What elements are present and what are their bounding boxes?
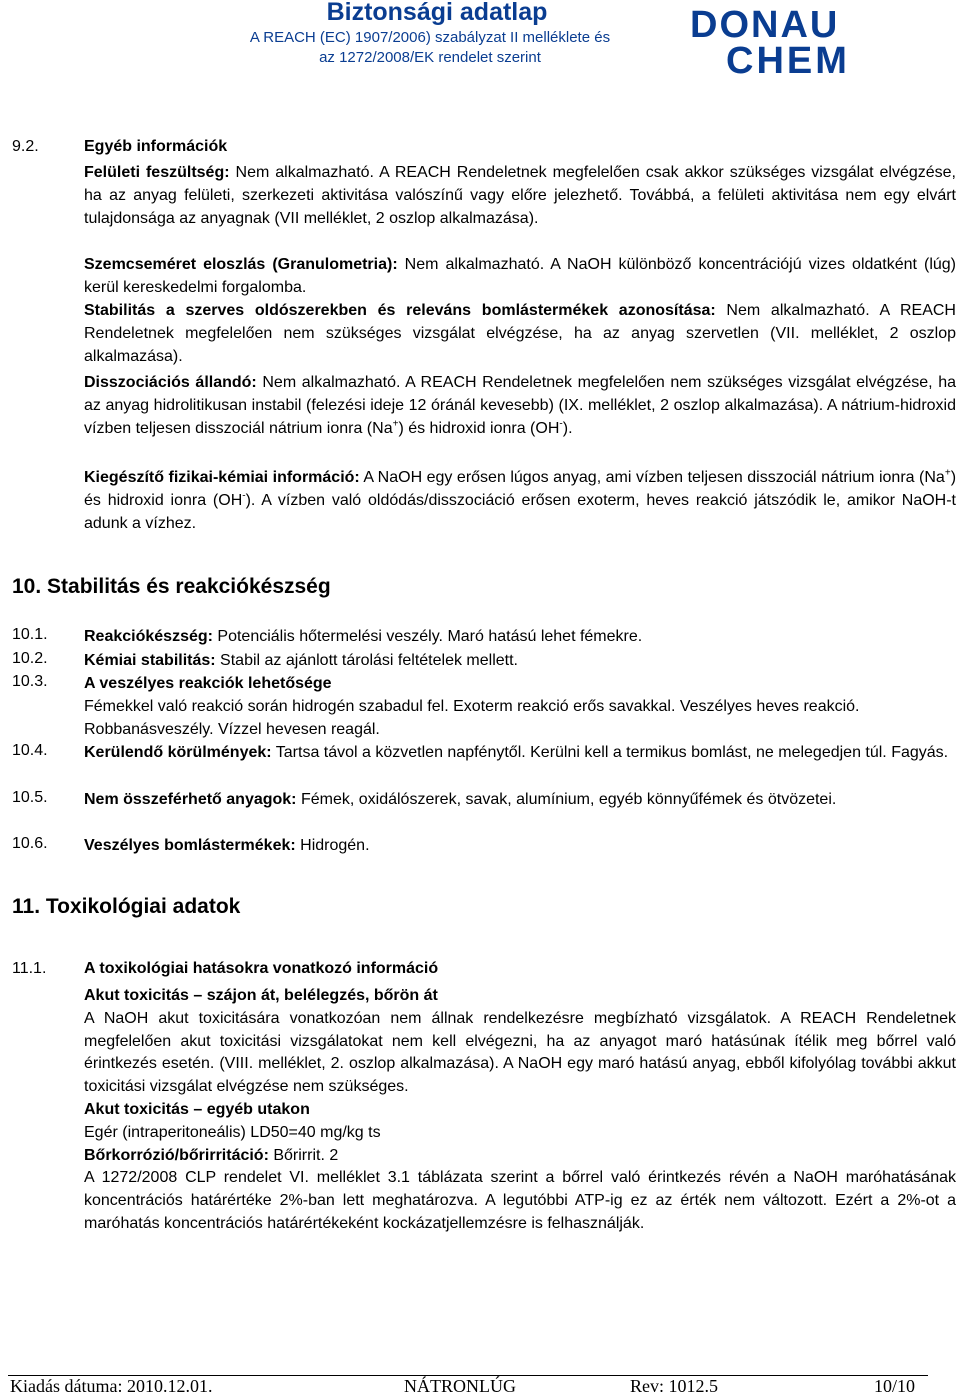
additional-info-text-b: ) és hidroxid ionra (OH <box>84 469 957 509</box>
item-number: 10.1. <box>12 626 48 643</box>
hydroxide-charge-2: - <box>242 490 246 502</box>
document-subtitle-line2: az 1272/2008/EK rendelet szerint <box>319 49 541 66</box>
item-text <box>84 835 956 858</box>
page-number: 10/10 <box>874 1376 916 1396</box>
issue-date: Kiadás dátuma: 2010.12.01. <box>10 1376 213 1396</box>
section-10-heading: 10. Stabilitás és reakciókészség <box>12 575 331 598</box>
additional-info-label: Kiegészítő fizikai-kémiai információ: <box>84 469 360 486</box>
section-9-2-title: Egyéb információk <box>84 138 228 155</box>
item-value: Stabil az ajánlott tárolási feltételek mellett. <box>215 652 518 669</box>
ld50-text: Egér (intraperitoneális) LD50=40 mg/kg ts <box>84 1123 381 1141</box>
granulometry-paragraph <box>84 254 956 300</box>
item-value: Fémek, oxidálószerek, savak, alumínium, egyéb könnyűfémek és ötvözetei. <box>296 791 837 808</box>
surface-tension-text: Nem alkalmazható. A REACH Rendeletnek megfelelően csak akkor szükséges vizsgálat elvégzése, ha az anyag felületi, szerkezeti aktivitása valószínű vagy előre jelezhető. Továbbá, a felületi aktivitása nem egy elvárt tulajdonsága az anyagnak (VII melléklet, 2 oszlop alkalmazása). <box>84 164 956 227</box>
section-11-1-number: 11.1. <box>12 960 47 977</box>
acute-toxicity-block <box>84 985 956 1236</box>
stability-solvents-text: Nem alkalmazható. A REACH Rendeletnek megfelelően nem szükséges vizsgálat elvégzése, ha az anyag szervetlen (VII. melléklet, 2 oszlop alkalmazása). <box>84 302 956 365</box>
dissociation-label: Disszociációs állandó: <box>84 374 257 391</box>
additional-info-paragraph <box>84 467 956 535</box>
acute-toxicity-text: A NaOH akut toxicitására vonatkozóan nem állnak rendelkezésre megbízható vizsgálatok. A REACH Rendeletnek megfelelően akut toxicitási vizsgálatokat nem kell elvégezni, ha az anyagot maró hatásúnak ítélik meg bőrrel való érintkezés esetén. (VIII. melléklet, 2. oszlop alkalmazása). A NaOH egy maró hatású anyag, ebből kifolyólag további akkut toxicitási vizsgálat elvégzése nem szükséges. <box>84 1009 956 1096</box>
item-value: Potenciális hőtermelési veszély. Maró hatású lehet fémekre. <box>212 628 643 645</box>
dissociation-text-b: ) és hidroxid ionra (OH <box>398 419 560 437</box>
dissociation-paragraph <box>84 372 956 440</box>
hydroxide-charge: - <box>559 418 563 430</box>
item-label: Nem összeférhető anyagok: <box>84 791 297 808</box>
acute-toxicity-other-heading: Akut toxicitás – egyéb utakon <box>84 1100 310 1118</box>
item-value: Tartsa távol a közvetlen napfénytől. Kerülni kell a termikus bomlást, ne melegedjen túl. Fagyás. <box>271 744 949 761</box>
company-logo <box>678 4 960 82</box>
stability-solvents-label: Stabilitás a szerves oldószerekben és releváns bomlástermékek azonosítása: <box>84 302 716 319</box>
item-label: Kémiai stabilitás: <box>84 652 216 669</box>
item-number: 10.6. <box>12 835 48 852</box>
surface-tension-label: Felületi feszültség: <box>84 164 230 181</box>
logo-text-donau: DONAU <box>690 4 840 46</box>
skin-corrosion-value: Bőrirrit. 2 <box>268 1146 339 1164</box>
item-label: A veszélyes reakciók lehetősége <box>84 675 332 692</box>
document-title: Biztonsági adatlap <box>326 0 548 26</box>
clp-text: A 1272/2008 CLP rendelet VI. melléklet 3.1 táblázata szerint a bőrrel való érintkezés révén a NaOH maróhatásának koncentrációs határértéke 2%-ban lett meghatározva. A legutóbbi ATP-ig ez az érték nem változott. Ezért a 2%-ot a maróhatás koncentrációs határértékeként kockázatjellemzésre is felhasználják. <box>84 1169 956 1232</box>
item-text <box>84 626 956 649</box>
item-number: 10.5. <box>12 789 48 806</box>
additional-info-text-a: A NaOH egy erősen lúgos anyag, ami vízben teljesen disszociál nátrium ionra (Na <box>359 469 945 486</box>
item-value: Fémekkel való reakció során hidrogén szabadul fel. Exoterm reakció erős savakkal. Veszélyes heves reakció. Robbanásveszély. Vízzel hevesen reagál. <box>84 697 860 738</box>
sodium-charge: + <box>392 418 399 430</box>
additional-info-text-c: ). A vízben való oldódás/disszociáció erősen exoterm, heves reakció játszódik le, amikor NaOH-t adunk a vízhez. <box>84 491 956 532</box>
item-number: 10.3. <box>12 673 48 690</box>
skin-corrosion-label: Bőrkorrózió/bőrirritáció: <box>84 1146 269 1164</box>
item-text <box>84 789 956 812</box>
item-label: Reakciókészség: <box>84 628 213 645</box>
stability-solvents-paragraph <box>84 300 956 368</box>
granulometry-text: Nem alkalmazható. A NaOH különböző koncentrációjú vizes oldatként (lúg) kerül kereskedelmi forgalomba. <box>84 256 957 296</box>
item-label: Kerülendő körülmények: <box>84 744 272 761</box>
item-text <box>84 673 956 741</box>
dissociation-text-a: Nem alkalmazható. A REACH Rendeletnek megfelelően nem szükséges vizsgálat elvégzése, ha az anyag hidrolitikusan instabil (felezési ideje 12 óránál kevesebb) (IX. melléklet, 2 oszlop alkalmazása). A nátrium-hidroxid vízben teljesen disszociál nátrium ionra (Na <box>84 374 956 437</box>
dissociation-text-c: ). <box>562 419 573 437</box>
item-value: Hidrogén. <box>295 837 370 854</box>
section-11-1-title: A toxikológiai hatásokra vonatkozó információ <box>84 960 439 977</box>
item-text <box>84 650 956 673</box>
item-number: 10.4. <box>12 742 48 759</box>
acute-toxicity-heading: Akut toxicitás – szájon át, belélegzés, bőrön át <box>84 987 438 1004</box>
sodium-charge-2: + <box>944 467 951 479</box>
granulometry-label: Szemcseméret eloszlás (Granulometria): <box>84 256 398 273</box>
item-text <box>84 742 956 765</box>
section-11-heading: 11. Toxikológiai adatok <box>12 895 241 918</box>
surface-tension-paragraph <box>84 162 956 230</box>
product-name: NÁTRONLÚG <box>404 1376 516 1396</box>
section-9-2-number: 9.2. <box>12 138 39 155</box>
revision: Rev: 1012.5 <box>630 1376 718 1396</box>
document-subtitle-line1: A REACH (EC) 1907/2006) szabályzat II melléklete és <box>249 29 611 46</box>
item-label: Veszélyes bomlástermékek: <box>84 837 296 854</box>
logo-text-chem: CHEM <box>726 40 850 82</box>
item-number: 10.2. <box>12 650 48 667</box>
